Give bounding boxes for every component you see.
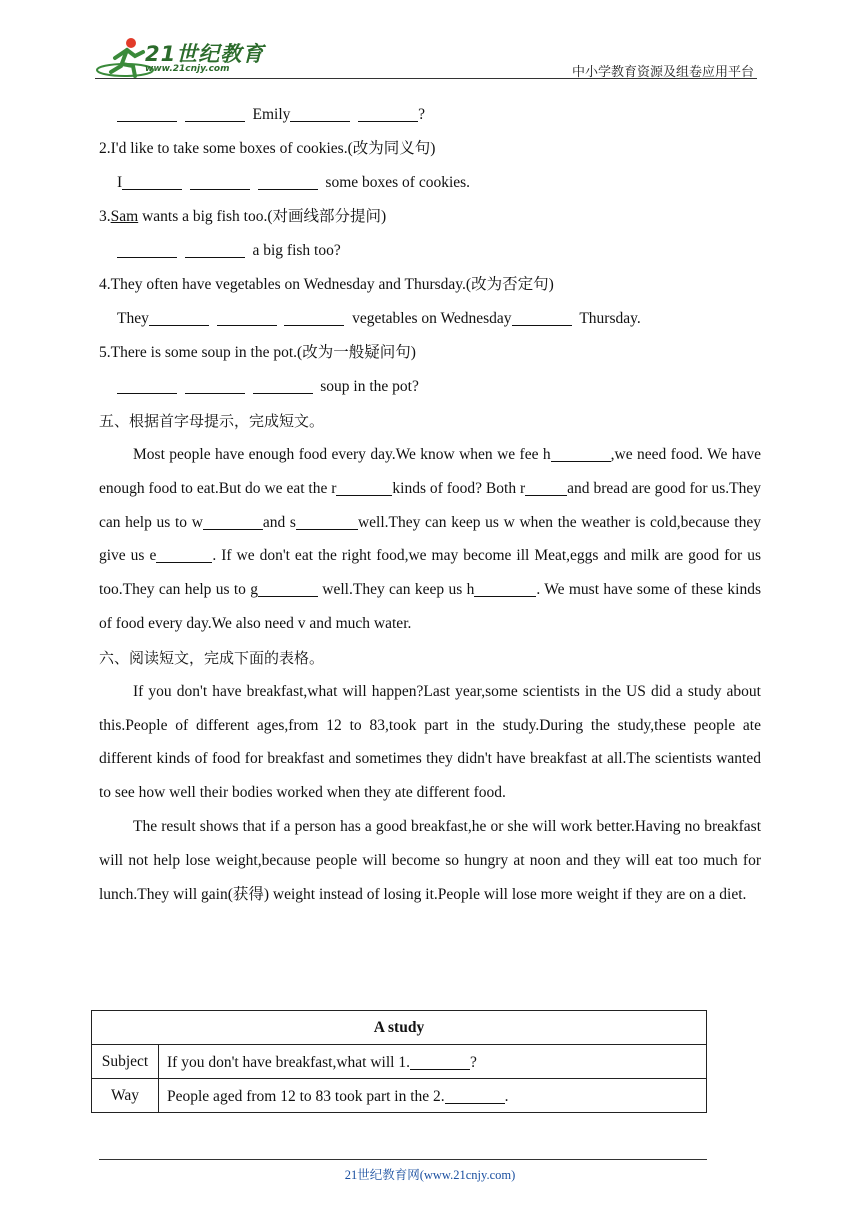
table-row-text: People aged from 12 to 83 took part in the 2. . bbox=[159, 1079, 707, 1113]
table-row-label: Subject bbox=[92, 1045, 159, 1079]
q1-end: ? bbox=[418, 106, 426, 123]
blank[interactable] bbox=[122, 171, 182, 190]
q4-mid: vegetables on Wednesday bbox=[352, 310, 512, 327]
q4-end: Thursday. bbox=[579, 310, 641, 327]
blank[interactable] bbox=[185, 375, 245, 394]
q5-end: soup in the pot? bbox=[320, 378, 419, 395]
section6-paragraph-2: The result shows that if a person has a good breakfast,he or she will work better.Having no breakfast will not help lose weight,because people will become so hungry at noon and they will eat too much for lunch.They will gain(获得) weight instead of losing it.People will lose more weight if they are on a diet. bbox=[99, 817, 761, 903]
q3-num: 3. bbox=[99, 208, 111, 225]
q4-prompt: 4.They often have vegetables on Wednesday and Thursday.(改为否定句) bbox=[99, 276, 554, 293]
header-divider bbox=[95, 78, 757, 79]
blank[interactable] bbox=[512, 307, 572, 326]
q3-prompt bbox=[99, 200, 761, 234]
table-row bbox=[92, 1045, 707, 1079]
page-header bbox=[0, 0, 860, 90]
blank[interactable] bbox=[185, 103, 245, 122]
q5-answer-line bbox=[99, 370, 761, 404]
q1-text: Emily bbox=[252, 106, 291, 123]
table-row-label: Way bbox=[92, 1079, 159, 1113]
section5-passage: Most people have enough food every day.We know when we fee h ,we need food. We have enough food to eat.But do we eat the r kinds of food? Both r and bread are good for us.They can help us to w and s well.They can keep us w when the weather is cold,because they give us e . If we don't eat the right food,we may become ill Meat,eggs and milk are good for us too.They can help us to g well.They can keep us h . We must have some of these kinds of food every day.We also need v and much water. bbox=[99, 438, 761, 641]
section5-heading: 五、根据首字母提示，完成短文。 bbox=[99, 412, 325, 430]
site-logo bbox=[95, 36, 265, 80]
blank[interactable] bbox=[253, 375, 313, 394]
blank[interactable] bbox=[185, 239, 245, 258]
section6-heading: 六、阅读短文，完成下面的表格。 bbox=[99, 648, 325, 667]
blank[interactable] bbox=[117, 375, 177, 394]
blank[interactable] bbox=[336, 477, 392, 496]
blank[interactable] bbox=[117, 239, 177, 258]
blank[interactable] bbox=[217, 307, 277, 326]
blank[interactable] bbox=[156, 544, 212, 563]
q3-underlined-word: Sam bbox=[110, 208, 139, 225]
blank[interactable] bbox=[258, 171, 318, 190]
blank[interactable] bbox=[149, 307, 209, 326]
blank[interactable] bbox=[284, 307, 344, 326]
q5-prompt: 5.There is some soup in the pot.(改为一般疑问句) bbox=[99, 344, 416, 361]
q2-answer-line bbox=[99, 166, 761, 200]
q4-start: They bbox=[117, 310, 149, 327]
logo-text: 21世纪教育 bbox=[145, 42, 265, 66]
document-body bbox=[99, 98, 761, 911]
q3-answer-line bbox=[99, 234, 761, 268]
section6-paragraph-1: If you don't have breakfast,what will happen?Last year,some scientists in the US did a study about this.People of different ages,from 12 to 83,took part in the study.During the study,these people ate different kinds of food for breakfast and sometimes they didn't have breakfast at all.The scientists wanted to see how well their bodies worked when they ate different food. bbox=[99, 682, 761, 802]
blank[interactable] bbox=[525, 477, 567, 496]
header-platform-text: 中小学教育资源及组卷应用平台 bbox=[572, 65, 755, 80]
blank[interactable] bbox=[258, 578, 318, 597]
q1-answer-line bbox=[99, 98, 761, 132]
study-table bbox=[91, 1010, 707, 1113]
blank[interactable] bbox=[190, 171, 250, 190]
q3-rest: wants a big fish too.(对画线部分提问) bbox=[138, 208, 387, 225]
table-row bbox=[92, 1079, 707, 1113]
blank[interactable] bbox=[117, 103, 177, 122]
footer-text: 21世纪教育网(www.21cnjy.com) bbox=[344, 1168, 516, 1182]
table-caption-row bbox=[92, 1011, 707, 1045]
blank[interactable] bbox=[203, 511, 263, 530]
q3-end: a big fish too? bbox=[252, 242, 341, 259]
logo-url: www.21cnjy.com bbox=[145, 64, 230, 74]
q2-end: some boxes of cookies. bbox=[325, 174, 471, 191]
blank[interactable] bbox=[551, 443, 611, 462]
footer-divider bbox=[99, 1159, 707, 1160]
table-row-text: If you don't have breakfast,what will 1. ? bbox=[159, 1045, 707, 1079]
blank[interactable] bbox=[296, 511, 358, 530]
blank[interactable] bbox=[474, 578, 536, 597]
blank[interactable] bbox=[445, 1085, 505, 1104]
blank[interactable] bbox=[358, 103, 418, 122]
blank[interactable] bbox=[410, 1051, 470, 1070]
q2-prompt: 2.I'd like to take some boxes of cookies.(改为同义句) bbox=[99, 140, 436, 157]
q2-start: I bbox=[117, 174, 123, 191]
q4-answer-line bbox=[99, 302, 761, 336]
table-caption: A study bbox=[92, 1011, 707, 1045]
blank[interactable] bbox=[290, 103, 350, 122]
